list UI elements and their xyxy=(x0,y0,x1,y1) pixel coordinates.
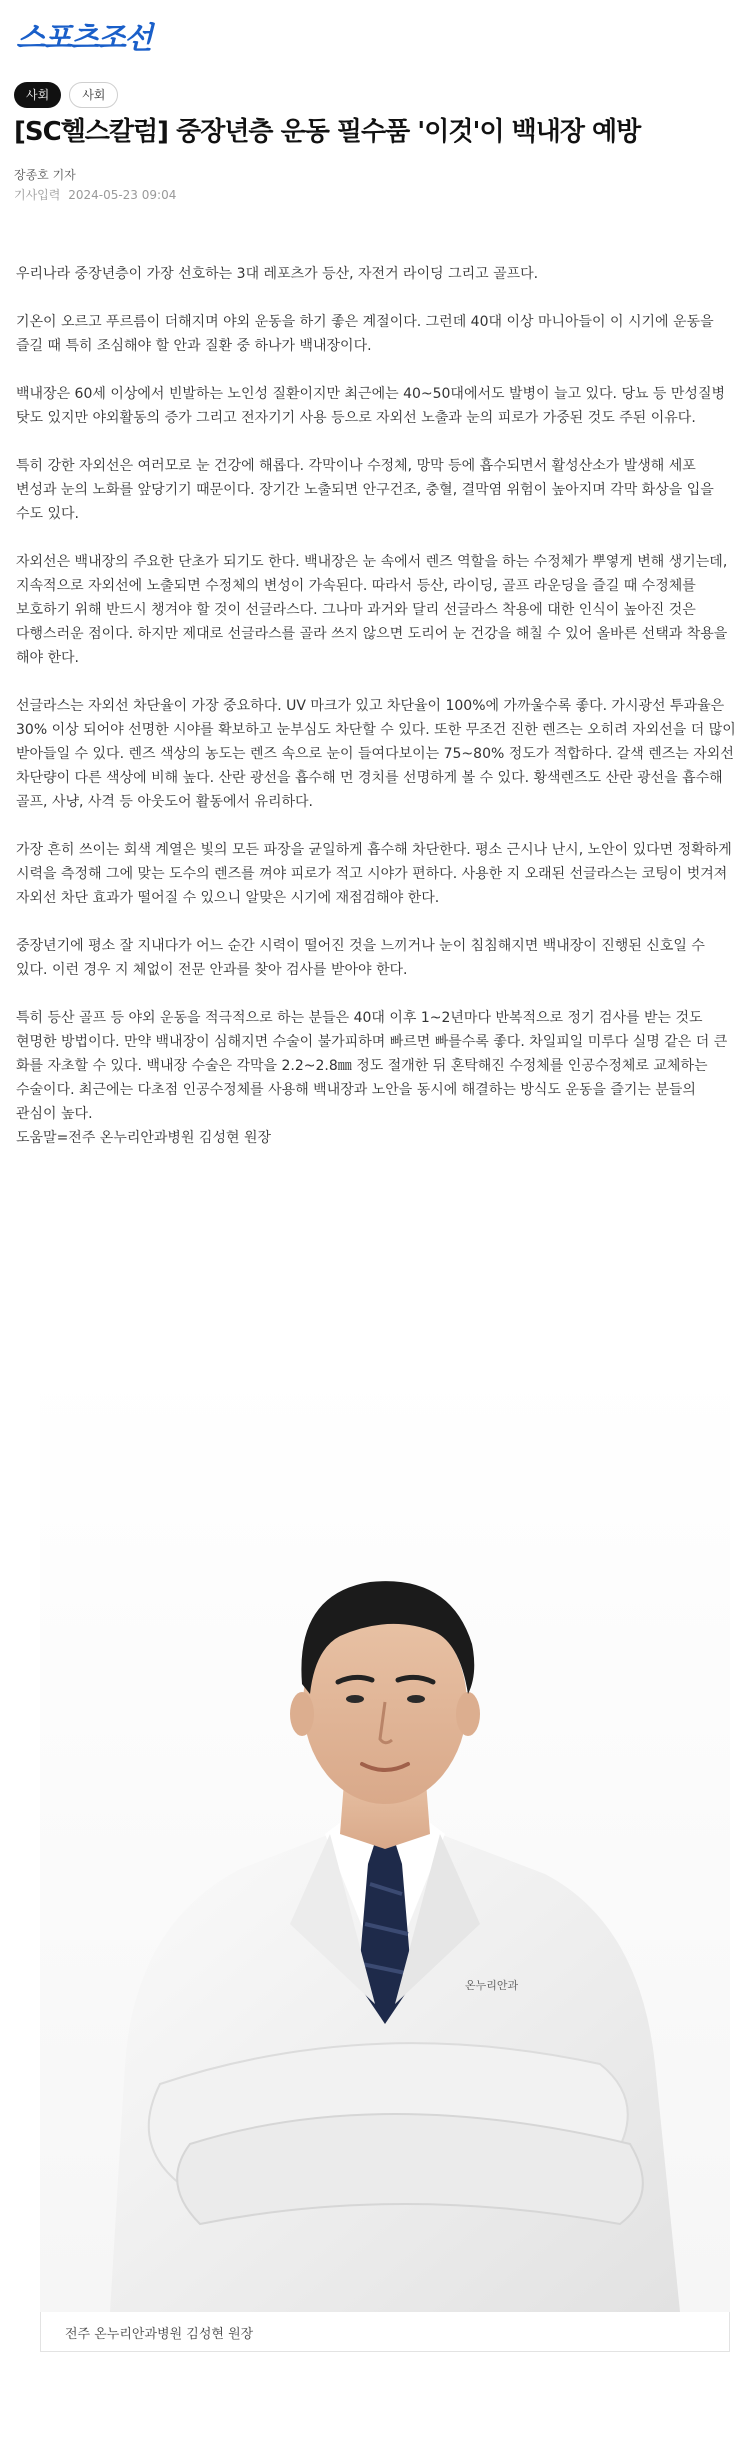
portrait-illustration xyxy=(40,1364,730,2312)
coat-logo-text: 온누리안과 xyxy=(465,1979,519,1992)
author-byline[interactable]: 장종호 기자 xyxy=(14,168,76,182)
category-tag-primary[interactable]: 사회 xyxy=(14,82,61,108)
article-dateline xyxy=(14,186,180,203)
article-body xyxy=(16,262,738,1150)
article-paragraph: 특히 등산 골프 등 야외 운동을 적극적으로 하는 분들은 40대 이후 1~2년마다 반복적으로 정기 검사를 받는 것도 현명한 방법이다. 만약 백내장이 심해지면 수술이 불가피하며 빠르면 빠를수록 좋다. 차일피일 미루다 실명 같은 더 큰 화를 자초할 수 있다. 백내장 수술은 각막을 2.2~2.8㎜ 정도 절개한 뒤 혼탁해진 수정체를 인공수정체로 교체하는 수술이다. 최근에는 다초점 인공수정체를 사용해 백내장과 노안을 동시에 해결하는 방식도 운동을 즐기는 분들의 관심이 높다. xyxy=(16,1010,728,1122)
article-paragraph: 선글라스는 자외선 차단율이 가장 중요하다. UV 마크가 있고 차단율이 100%에 가까울수록 좋다. 가시광선 투과율은 30% 이상 되어야 선명한 시야를 확보하고 눈부심도 차단할 수 있다. 또한 무조건 진한 렌즈는 오히려 자외선을 더 많이 받아들일 수 있다. 렌즈 색상의 농도는 렌즈 속으로 눈이 들여다보이는 75~80% 정도가 적합하다. 갈색 렌즈는 자외선 차단량이 다른 색상에 비해 높다. 산란 광선을 흡수해 먼 경치를 선명하게 볼 수 있다. 황색렌즈도 산란 광선을 흡수해 골프, 사냥, 사격 등 아웃도어 활동에서 유리하다. xyxy=(16,698,736,810)
figure-caption-box xyxy=(40,2312,730,2352)
article-credit: 도움말=전주 온누리안과병원 김성현 원장 xyxy=(16,1130,271,1146)
doctor-portrait-photo[interactable] xyxy=(40,1364,730,2312)
article-paragraph: 백내장은 60세 이상에서 빈발하는 노인성 질환이지만 최근에는 40~50대에서도 발병이 늘고 있다. 당뇨 등 만성질병 탓도 있지만 야외활동의 증가 그리고 전자기기 사용 등으로 자외선 노출과 눈의 피로가 가중된 것도 주된 이유다. xyxy=(16,386,726,426)
article-paragraph: 기온이 오르고 푸르름이 더해지며 야외 운동을 하기 좋은 계절이다. 그런데 40대 이상 마니아들이 이 시기에 운동을 즐길 때 특히 조심해야 할 안과 질환 중 하나가 백내장이다. xyxy=(16,314,714,354)
article-paragraph: 특히 강한 자외선은 여러모로 눈 건강에 해롭다. 각막이나 수정체, 망막 등에 흡수되면서 활성산소가 발생해 세포 변성과 눈의 노화를 앞당기기 때문이다. 장기간 노출되면 안구건조, 충혈, 결막염 위험이 높아지며 각막 화상을 입을 수도 있다. xyxy=(16,458,714,522)
article-paragraph: 우리나라 중장년층이 가장 선호하는 3대 레포츠가 등산, 자전거 라이딩 그리고 골프다. xyxy=(16,266,539,282)
category-tags xyxy=(14,82,118,108)
logo-text: 스포츠조선 xyxy=(16,21,151,56)
logo-graphic xyxy=(14,14,194,60)
date-label: 기사입력 xyxy=(14,188,61,202)
article-title: [SC헬스칼럼] 중장년층 운동 필수품 '이것'이 백내장 예방 xyxy=(14,117,641,147)
site-logo[interactable] xyxy=(14,14,194,60)
category-tag-secondary[interactable]: 사회 xyxy=(69,82,118,108)
article-paragraph: 자외선은 백내장의 주요한 단초가 되기도 한다. 백내장은 눈 속에서 렌즈 역할을 하는 수정체가 뿌옇게 변해 생기는데, 지속적으로 자외선에 노출되면 수정체의 변성이 가속된다. 따라서 등산, 라이딩, 골프 라운딩을 즐길 때 수정체를 보호하기 위해 반드시 챙겨야 할 것이 선글라스다. 그나마 과거와 달리 선글라스 착용에 대한 인식이 높아진 것은 다행스러운 점이다. 하지만 제대로 선글라스를 골라 쓰지 않으면 도리어 눈 건강을 해칠 수 있어 올바른 선택과 착용을 해야 한다. xyxy=(16,554,728,666)
article-paragraph: 가장 흔히 쓰이는 회색 계열은 빛의 모든 파장을 균일하게 흡수해 차단한다. 평소 근시나 난시, 노안이 있다면 정확하게 시력을 측정해 그에 맞는 도수의 렌즈를 껴야 피로가 적고 시야가 편하다. 사용한 지 오래된 선글라스는 코팅이 벗겨져 자외선 차단 효과가 떨어질 수 있으니 알맞은 시기에 재점검해야 한다. xyxy=(16,842,732,906)
article-figure xyxy=(40,1364,730,2352)
figure-caption: 전주 온누리안과병원 김성현 원장 xyxy=(65,2327,254,2342)
publish-date: 2024-05-23 09:04 xyxy=(68,188,177,202)
article-paragraph: 중장년기에 평소 잘 지내다가 어느 순간 시력이 떨어진 것을 느끼거나 눈이 침침해지면 백내장이 진행된 신호일 수 있다. 이런 경우 지 체없이 전문 안과를 찾아 검사를 받아야 한다. xyxy=(16,938,705,978)
